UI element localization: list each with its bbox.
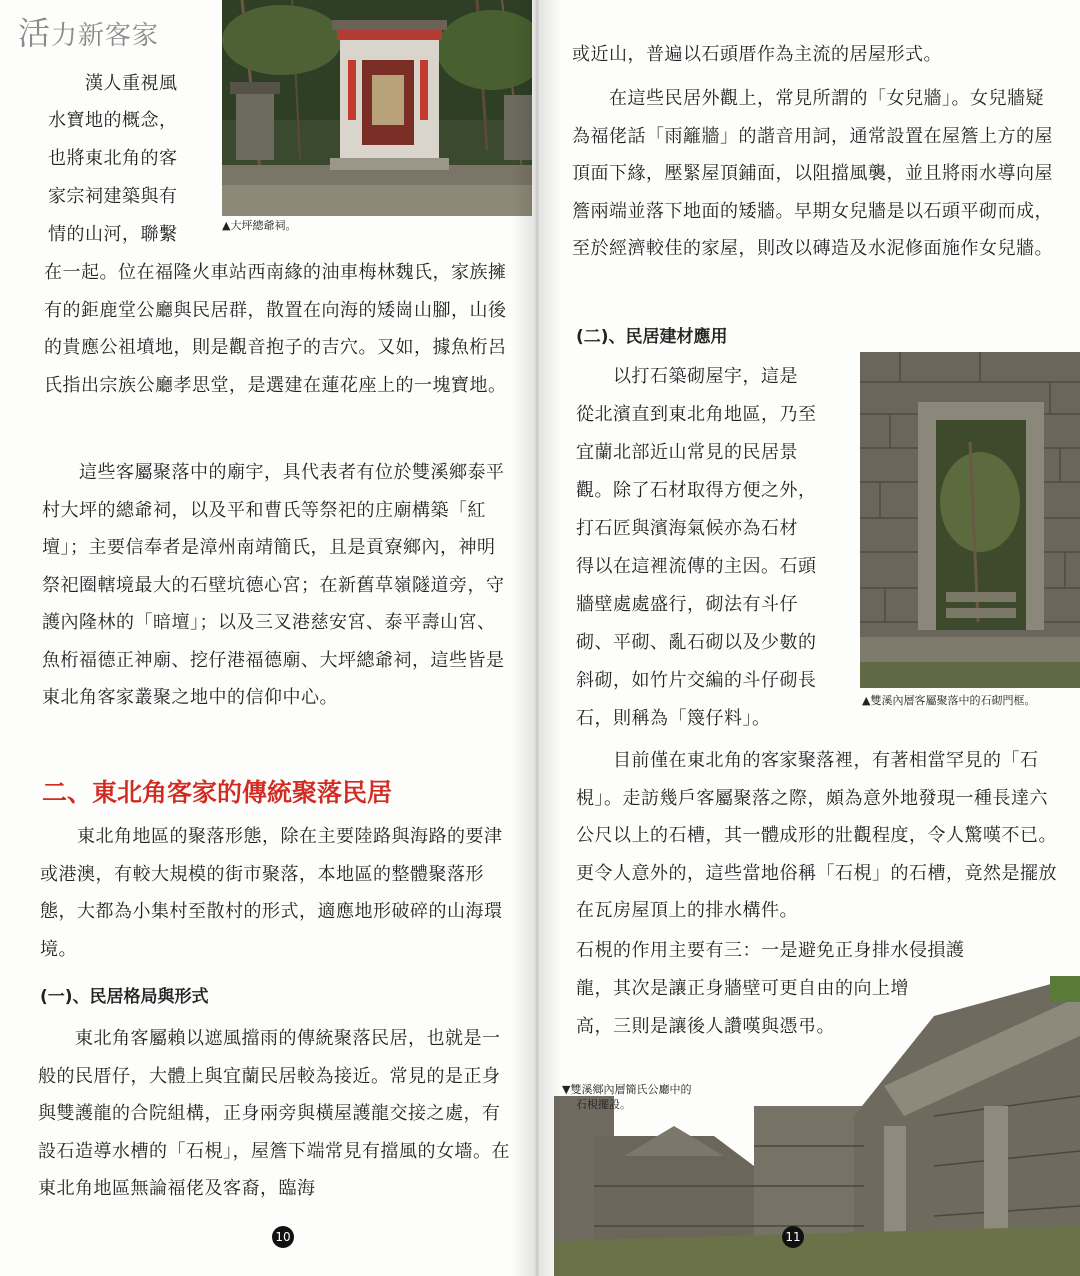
stone-wrap-line: 以打石築砌屋宇，這是 [576, 366, 798, 387]
shijian-wrap-line: 高，三則是讓後人讚嘆與憑弔。 [576, 1016, 835, 1037]
right-paragraph-1: 或近山，普遍以石頭厝作為主流的居屋形式。 [572, 44, 942, 65]
settlement-paragraph: 東北角地區的聚落形態，除在主要陸路與海路的要津或港澳，有較大規模的街市聚落，本地區的整體聚落形態，大都為小集村至散村的形式，適應地形破碎的山海環境。 [40, 826, 503, 960]
stone-door-photo [860, 352, 1080, 688]
subsection-title-layout: (一)、民居格局與形式 [40, 987, 209, 1007]
header-rest: 力新客家 [51, 21, 160, 51]
shrine-photo-image [222, 0, 532, 216]
stone-wrap-line: 石，則稱為「篾仔料」。 [576, 708, 771, 729]
stone-trough-caption-line: 石梘擺設。 [576, 1098, 631, 1111]
stone-wrap-line: 得以在這裡流傳的主因。石頭 [576, 556, 817, 577]
right-page [532, 0, 1080, 1276]
stone-door-caption: ▲雙溪內層客屬聚落中的石砌門框。 [862, 694, 1036, 707]
intro-wrap-line: 家宗祠建築與有 [48, 186, 178, 207]
stone-trough-caption [562, 1082, 691, 1112]
stone-wrap-line: 觀。除了石材取得方便之外， [576, 480, 817, 501]
shrine-photo [222, 0, 532, 216]
intro-wrap-line: 水寶地的概念， [48, 110, 178, 131]
stone-wrap-line: 牆壁處處盛行，砌法有斗仔 [576, 594, 798, 615]
running-header [18, 8, 159, 54]
shijian-paragraph: 目前僅在東北角的客家聚落裡，有著相當罕見的「石梘」。走訪幾戶客屬聚落之際，頗為意外地發現一種長達六公尺以上的石槽，其一體成形的壯觀程度，令人驚嘆不已。更令人意外的，這些當地俗稱「石梘」的石槽，竟然是擺放在瓦房屋頂上的排水構件。 [576, 750, 1057, 921]
stone-trough-photo-image [554, 976, 1080, 1276]
page-number: 10 [272, 1226, 294, 1248]
page-number: 11 [782, 1226, 804, 1248]
houses-paragraph: 東北角客屬賴以遮風擋雨的傳統聚落民居，也就是一般的民厝仔，大體上與宜蘭民居較為接近。常見的是正身與雙護龍的合院組構，正身兩旁與橫屋護龍交接之處，有設石造導水槽的「石梘」，屋簷下端常見有擋風的女墻。在東北角地區無論福佬及客裔，臨海 [38, 1028, 510, 1199]
stone-wrap-line: 砌、平砌、亂石砌以及少數的 [576, 632, 817, 653]
stone-wrap-line: 從北濱直到東北角地區，乃至 [576, 404, 817, 425]
shrine-photo-caption: ▲大坪總爺祠。 [222, 219, 297, 232]
parapet-paragraph: 在這些民居外觀上，常見所謂的「女兒牆」。女兒牆疑為福佬話「雨籬牆」的諧音用詞，通常設置在屋簷上方的屋頂面下緣，壓緊屋頂鋪面，以阻擋風襲，並且將雨水導向屋簷兩端並落下地面的矮牆。早期女兒牆是以石頭平砌而成，至於經濟較佳的家屋，則改以磚造及水泥修面施作女兒牆。 [572, 88, 1053, 259]
shijian-wrap-line: 石梘的作用主要有三：一是避免正身排水侵損護 [576, 940, 965, 961]
intro-wrap-line: 情的山河，聯繫 [48, 224, 178, 245]
intro-wrap-line: 也將東北角的客 [48, 148, 178, 169]
temples-paragraph: 這些客屬聚落中的廟宇，具代表者有位於雙溪鄉泰平村大坪的總爺祠，以及平和曹氏等祭祀的庄廟構築「紅壇」；主要信奉者是漳州南靖簡氏，且是貢寮鄉內，神明祭祀圈轄境最大的石壁坑德心宮；在新舊草嶺隧道旁，守護內隆林的「暗壇」；以及三叉港慈安宮、泰平壽山宮、魚桁福德正神廟、挖仔港福德廟、大坪總爺祠，這些皆是東北角客家叢聚之地中的信仰中心。 [42, 462, 505, 708]
header-first-char: 活 [18, 14, 52, 52]
shijian-wrap-line: 龍，其次是讓正身牆壁可更自由的向上增 [576, 978, 909, 999]
intro-paragraph: 在一起。位在福隆火車站西南緣的油車梅林魏氏，家族擁有的鉅鹿堂公廳與民居群，散置在向海的矮崗山腳，山後的貴應公祖墳地，則是觀音抱子的吉穴。又如，據魚桁呂氏指出宗族公廳孝思堂，是選建在蓮花座上的一塊寶地。 [44, 262, 507, 396]
subsection-title-materials: (二)、民居建材應用 [576, 327, 728, 347]
stone-wrap-line: 宜蘭北部近山常見的民居景 [576, 442, 798, 463]
section-title: 二、東北角客家的傳統聚落民居 [42, 778, 393, 807]
stone-wrap-line: 打石匠與濱海氣候亦為石材 [576, 518, 798, 539]
stone-trough-caption-line: ▼雙溪鄉內層簡氏公廳中的 [562, 1083, 692, 1096]
intro-wrap-line: 漢人重視風 [48, 73, 178, 94]
left-page [0, 0, 532, 1276]
stone-trough-photo [554, 976, 1080, 1276]
stone-wrap-line: 斜砌，如竹片交編的斗仔砌長 [576, 670, 817, 691]
stone-door-photo-image [860, 352, 1080, 688]
